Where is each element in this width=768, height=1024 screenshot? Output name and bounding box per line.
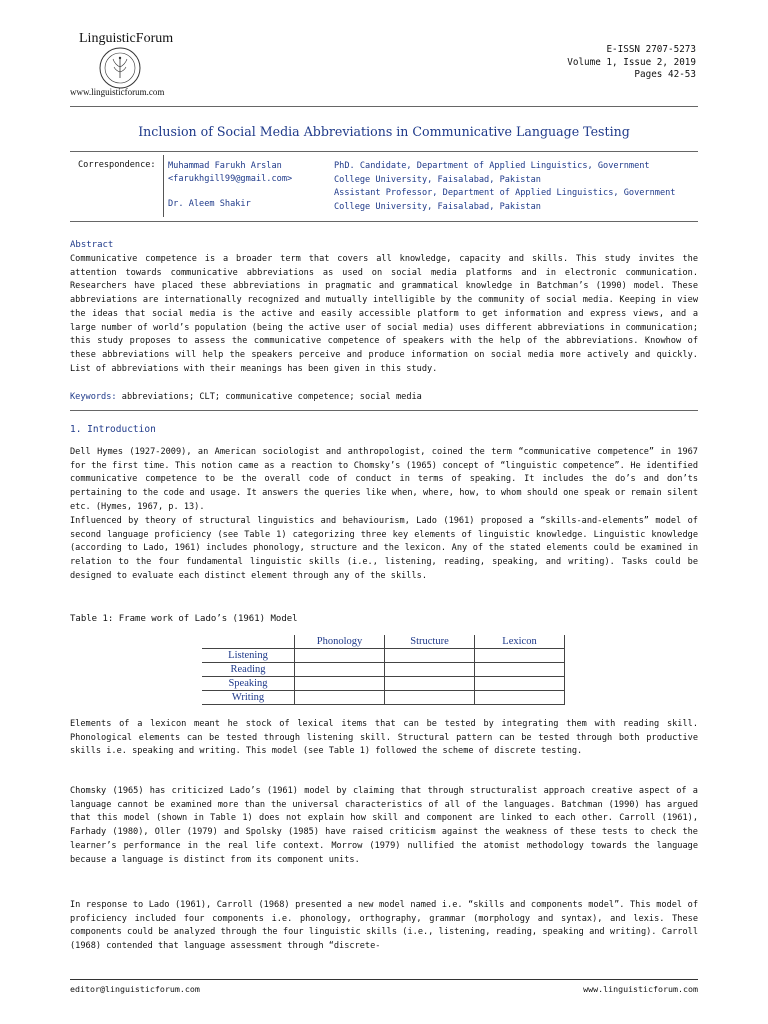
- table-cell: [475, 691, 565, 705]
- author2-affil-line2: College University, Faisalabad, Pakistan: [334, 201, 541, 212]
- author1-affil-line2: College University, Faisalabad, Pakistan: [334, 174, 541, 185]
- table-row: [202, 649, 565, 663]
- row-header: Listening: [202, 649, 295, 663]
- footer-url[interactable]: www.linguisticforum.com: [583, 984, 698, 994]
- column-header: Lexicon: [475, 635, 565, 649]
- abstract-heading: Abstract: [70, 240, 114, 250]
- keywords-text: abbreviations; CLT; communicative competence; social media: [121, 392, 422, 402]
- author2-name: Dr. Aleem Shakir: [168, 198, 251, 209]
- paper-title: Inclusion of Social Media Abbreviations in Communicative Language Testing: [138, 124, 630, 139]
- keywords: [70, 392, 422, 402]
- correspondence-label: Correspondence:: [78, 160, 156, 170]
- table-row: [202, 677, 565, 691]
- table-caption: Table 1: Frame work of Lado’s (1961) Model: [70, 614, 298, 624]
- table-cell: [295, 677, 385, 691]
- issue-meta: [567, 44, 696, 82]
- intro-paragraph-4: Chomsky (1965) has criticized Lado’s (1961) model by claiming that through structuralist approach creative aspect of a language cannot be examined more than the universal characteristics of all of the languages. Batchman (1990) has argued that this model (shown in Table 1) does not explain how skill and component are linked to each other. Carroll (1961), Farhady (1980), Oller (1979) and Spolsky (1985) have raised criticism against the weakness of these tests to check the learner’s performance in the real life context. Morrow (1979) nullified the atomist methodology towards the language because a language is distinct from its component units.: [70, 786, 698, 865]
- table-cell: [295, 649, 385, 663]
- abstract-text: Communicative competence is a broader term that covers all knowledge, capacity and skills. This study invites the attention towards communicative abbreviations as used on social media platforms and in electronic communication. Researchers have placed these abbreviations in pragmatic and grammatical knowledge in Batchman’s (1990) model. These abbreviations are internationally recognized and mutually intelligible by the community of social media. Keeping in view the ideas that social media is the active and easily accessible platform to get information and express views, and a large number of world’s population (being the active user of social media) uses different abbreviations in communication; this study proposes to assess the communicative competence of speakers with the help of the abbreviations. Knowhow of these abbreviations will help the speakers perceive and produce information on social media more actively and quickly. List of abbreviations with their meanings has been given in this study.: [70, 254, 698, 374]
- intro-paragraph-5: In response to Lado (1961), Carroll (1968) presented a new model named i.e. “skills and components model”. This model of proficiency included four components i.e. phonology, orthography, grammar (morphology and syntax), and lexis. These components could be analyzed through the four linguistic skills (i.e., listening, reading, speaking and writing). Carroll (1968) contended that language assessment through “discrete-: [70, 900, 698, 952]
- table-corner: [202, 635, 295, 649]
- header-divider: [70, 106, 698, 107]
- table-cell: [385, 691, 475, 705]
- site-url: www.linguisticforum.com: [70, 87, 165, 97]
- column-header: Structure: [385, 635, 475, 649]
- section-heading-introduction: 1. Introduction: [70, 424, 156, 435]
- volume-issue: Volume 1, Issue 2, 2019: [567, 56, 696, 68]
- footer-email[interactable]: editor@linguisticforum.com: [70, 984, 200, 994]
- table-cell: [295, 691, 385, 705]
- brand-part2: Forum: [135, 31, 174, 46]
- table-cell: [295, 663, 385, 677]
- table-cell: [385, 663, 475, 677]
- intro-paragraph-1: Dell Hymes (1927-2009), an American sociologist and anthropologist, coined the term “communicative competence” in 1967 for the first time. This notion came as a reaction to Chomsky’s (1965) concept of “linguistic competence”. He identified communicative competence to be the overall code of conduct in terms of speaking. It includes the do’s and don’ts pertaining to the code and usage. It answers the queries like when, where, how, to whom should one speak or remain silent etc. (Hymes, 1967, p. 13).: [70, 447, 698, 512]
- intro-paragraph-3: Elements of a lexicon meant he stock of lexical items that can be tested by integrating them with reading skill. Phonological elements can be tested through listening skill. Structural pattern can be tested through both productive skills i.e. speaking and writing. This model (see Table 1) followed the scheme of discrete testing.: [70, 719, 698, 757]
- circular-seal-logo-icon: [95, 45, 145, 91]
- correspondence-divider: [163, 155, 164, 217]
- author-affiliations: [334, 160, 675, 214]
- table-cell: [475, 663, 565, 677]
- table-cell: [475, 677, 565, 691]
- table-header-row: [202, 635, 565, 649]
- row-header: Speaking: [202, 677, 295, 691]
- row-header: Writing: [202, 691, 295, 705]
- table-cell: [475, 649, 565, 663]
- correspondence-divider-bottom: [70, 221, 698, 222]
- table-cell: [385, 649, 475, 663]
- lado-model-table: [202, 635, 565, 705]
- title-divider: [70, 151, 698, 152]
- author-names: [168, 160, 292, 210]
- eissn: E-ISSN 2707-5273: [606, 44, 696, 55]
- brand-part1: Linguistic: [79, 31, 136, 46]
- keywords-label: Keywords:: [70, 392, 117, 402]
- author1-name: Muhammad Farukh Arslan: [168, 161, 282, 171]
- author2-affil-line1: Assistant Professor, Department of Applied Linguistics, Government: [334, 188, 676, 198]
- footer-divider: [70, 979, 698, 980]
- author1-affil-line1: PhD. Candidate, Department of Applied Linguistics, Government: [334, 161, 650, 171]
- abstract-divider: [70, 410, 698, 411]
- author1-email[interactable]: <farukhgill99@gmail.com>: [168, 173, 293, 184]
- table-cell: [385, 677, 475, 691]
- page-range: Pages 42-53: [634, 69, 696, 80]
- row-header: Reading: [202, 663, 295, 677]
- column-header: Phonology: [295, 635, 385, 649]
- table-row: [202, 691, 565, 705]
- table-row: [202, 663, 565, 677]
- intro-paragraph-2: Influenced by theory of structural linguistics and behaviourism, Lado (1961) proposed a “skills-and-elements” model of second language proficiency (see Table 1) categorizing three key elements of linguistic knowledge. Linguistic knowledge (according to Lado, 1961) includes phonology, structure and the lexicon. Any of the stated elements could be examined in relation to the four fundamental linguistic skills (i.e., listening, reading, speaking, and writing). Tasks could be designed to evaluate each distinct element through any of the skills.: [70, 516, 698, 581]
